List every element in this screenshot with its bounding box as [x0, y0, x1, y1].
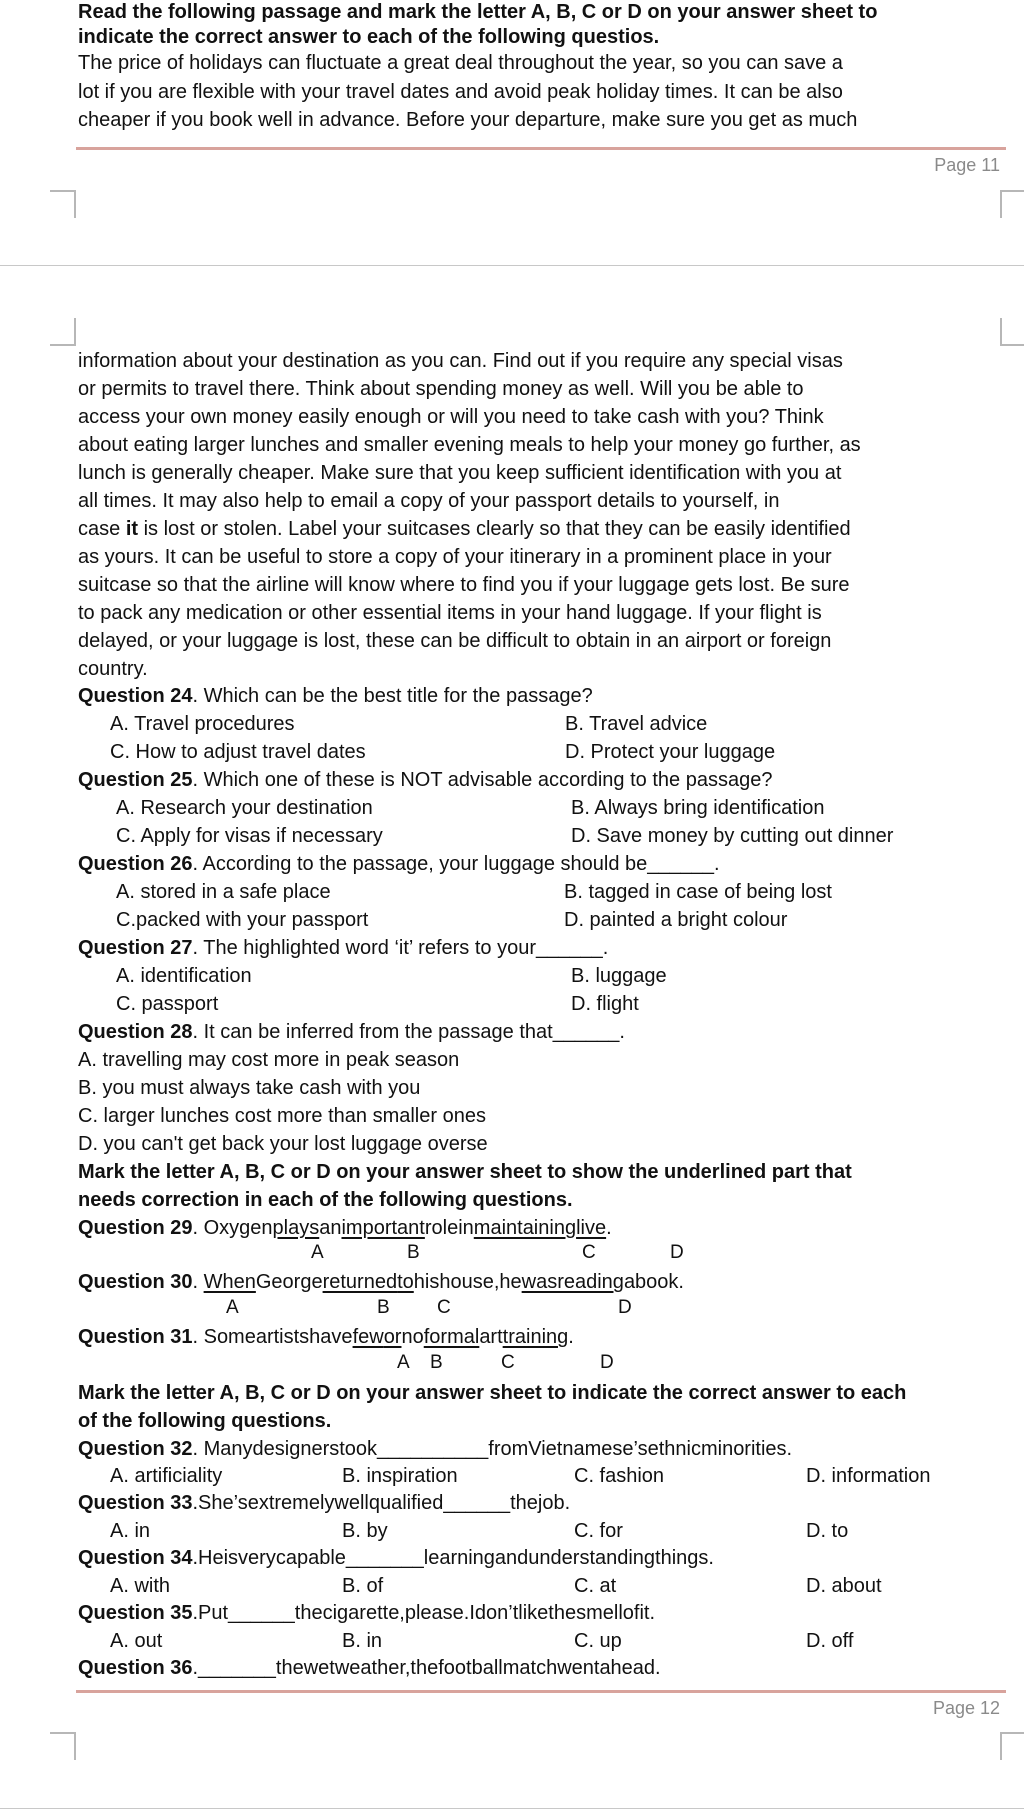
letter-label-a: A: [311, 1242, 324, 1263]
text-span: . Oxygen: [192, 1217, 273, 1239]
letter-label-d: D: [670, 1242, 684, 1263]
question-text: .She’sextremelywellqualified______thejob.: [192, 1492, 571, 1514]
passage-line: all times. It may also help to email a copy of your passport details to yourself, in: [78, 490, 780, 512]
underlined-part-b: returned: [322, 1271, 398, 1293]
option-c: C. fashion: [574, 1465, 665, 1487]
question-text: . According to the passage, your luggage should be______.: [192, 853, 720, 875]
text-span: is lost or stolen. Label your suitcases clearly so that they can be easily identified: [138, 518, 851, 540]
passage-line: lunch is generally cheaper. Make sure that you keep sufficient identification with you at: [78, 462, 842, 484]
underlined-part-d: training: [502, 1326, 569, 1348]
letter-label-d: D: [600, 1352, 614, 1373]
passage-line: The price of holidays can fluctuate a great deal throughout the year, so you can save a: [78, 52, 843, 74]
instruction-line: of the following questions.: [78, 1410, 332, 1432]
option-d: D. off: [806, 1630, 854, 1652]
question-label: Question 26: [78, 853, 193, 875]
question-28: [78, 1020, 625, 1045]
underlined-part-a: When: [203, 1271, 256, 1293]
option-c: C. larger lunches cost more than smaller ones: [78, 1105, 486, 1127]
option-d: D. to: [806, 1520, 849, 1542]
page-number: Page 11: [934, 155, 1000, 175]
passage-line: country.: [78, 658, 148, 680]
question-label: Question 30: [78, 1271, 193, 1293]
question-32: [78, 1437, 792, 1462]
passage-line: access your own money easily enough or will you need to take cash with you? Think: [78, 406, 824, 428]
option-a: A. in: [110, 1520, 151, 1542]
page-corner-mark: [1000, 1732, 1024, 1760]
question-text: .Put______thecigarette,please.Idon’tlikethesmellofit.: [192, 1602, 656, 1624]
question-label: Question 31: [78, 1326, 193, 1348]
question-label: Question 33: [78, 1492, 193, 1514]
question-30: [78, 1270, 684, 1295]
letter-label-c: C: [582, 1242, 596, 1263]
underlined-part-a: few: [352, 1326, 384, 1348]
text-span: case: [78, 518, 126, 540]
question-text: .Heisverycapable_______learningandunderstandingthings.: [192, 1547, 714, 1569]
option-a: A. with: [110, 1575, 171, 1597]
underlined-part-c: to: [397, 1271, 414, 1293]
question-label: Question 25: [78, 769, 193, 791]
option-b: B. Always bring identification: [571, 797, 825, 819]
passage-line: information about your destination as you can. Find out if you require any special visas: [78, 350, 843, 372]
text-span: .: [606, 1217, 612, 1239]
question-25: [78, 768, 772, 793]
letter-label-d: D: [618, 1297, 632, 1318]
option-c: C. at: [574, 1575, 617, 1597]
question-label: Question 32: [78, 1438, 193, 1460]
question-label: Question 24: [78, 685, 193, 707]
option-c: C. How to adjust travel dates: [110, 741, 366, 763]
letter-label-a: A: [397, 1352, 410, 1373]
question-36: [78, 1656, 661, 1681]
passage-line: delayed, or your luggage is lost, these can be difficult to obtain in an airport or foreign: [78, 630, 832, 652]
underlined-part-c: formal: [423, 1326, 480, 1348]
question-26: [78, 852, 720, 877]
question-label: Question 34: [78, 1547, 193, 1569]
option-a: A. artificiality: [110, 1465, 223, 1487]
option-c: C.packed with your passport: [116, 909, 369, 931]
option-d: D. information: [806, 1465, 931, 1487]
page-gap-divider: [0, 265, 1024, 266]
passage-line: as yours. It can be useful to store a copy of your itinerary in a prominent place in your: [78, 546, 832, 568]
text-span: abook.: [623, 1271, 684, 1293]
question-35: [78, 1601, 655, 1626]
question-31: [78, 1325, 574, 1350]
option-a: A. identification: [116, 965, 252, 987]
page-corner-mark: [50, 190, 76, 218]
option-d: D. painted a bright colour: [564, 909, 788, 931]
option-d: D. you can't get back your lost luggage overse: [78, 1133, 488, 1155]
highlighted-word: it: [125, 518, 139, 540]
instruction-line-1: Read the following passage and mark the letter A, B, C or D on your answer sheet to: [78, 1, 878, 23]
question-text: . It can be inferred from the passage that______.: [192, 1021, 625, 1043]
question-33: [78, 1491, 570, 1516]
passage-line: or permits to travel there. Think about spending money as well. Will you be able to: [78, 378, 804, 400]
option-a: A. stored in a safe place: [116, 881, 331, 903]
text-span: . Someartistshave: [192, 1326, 353, 1348]
letter-label-a: A: [226, 1297, 239, 1318]
page-corner-mark: [1000, 318, 1024, 346]
option-a: A. Research your destination: [116, 797, 373, 819]
text-span: .: [192, 1271, 204, 1293]
question-label: Question 29: [78, 1217, 193, 1239]
option-b: B. Travel advice: [565, 713, 708, 735]
instruction-line-2: indicate the correct answer to each of the following questios.: [78, 26, 660, 48]
passage-line: to pack any medication or other essential items in your hand luggage. If your flight is: [78, 602, 822, 624]
letter-label-b: B: [430, 1352, 443, 1373]
option-c: C. for: [574, 1520, 623, 1542]
question-label: Question 36: [78, 1657, 193, 1679]
text-span: no: [401, 1326, 424, 1348]
option-d: D. Protect your luggage: [565, 741, 776, 763]
page-corner-mark: [1000, 190, 1024, 218]
question-34: [78, 1546, 714, 1571]
question-label: Question 35: [78, 1602, 193, 1624]
option-a: A. out: [110, 1630, 163, 1652]
underlined-part-b: important: [341, 1217, 425, 1239]
letter-label-c: C: [437, 1297, 451, 1318]
underlined-part-d: wasreading: [521, 1271, 624, 1293]
passage-line: cheaper if you book well in advance. Before your departure, make sure you get as much: [78, 109, 858, 131]
text-span: .: [568, 1326, 574, 1348]
letter-label-c: C: [501, 1352, 515, 1373]
underlined-part-b: or: [383, 1326, 402, 1348]
page-gap-divider: [0, 1808, 1024, 1809]
question-text: . Which one of these is NOT advisable according to the passage?: [192, 769, 773, 791]
option-b: B. you must always take cash with you: [78, 1077, 421, 1099]
text-span: hishouse,he: [413, 1271, 522, 1293]
page-corner-mark: [50, 1732, 76, 1760]
question-27: [78, 936, 608, 961]
question-label: Question 27: [78, 937, 193, 959]
page-number: Page 12: [932, 1698, 1000, 1718]
instruction-line: needs correction in each of the following questions.: [78, 1189, 573, 1211]
option-c: C. Apply for visas if necessary: [116, 825, 383, 847]
question-label: Question 28: [78, 1021, 193, 1043]
option-a: A. travelling may cost more in peak season: [78, 1049, 460, 1071]
underlined-part-d: live: [576, 1217, 607, 1239]
question-text: . Manydesignerstook__________fromVietnamese’sethnicminorities.: [192, 1438, 793, 1460]
page-separator: [76, 147, 1006, 150]
option-b: B. inspiration: [342, 1465, 458, 1487]
option-b: B. by: [342, 1520, 388, 1542]
option-b: B. tagged in case of being lost: [564, 881, 832, 903]
option-b: B. luggage: [571, 965, 667, 987]
option-d: D. flight: [571, 993, 639, 1015]
instruction-line: Mark the letter A, B, C or D on your answer sheet to indicate the correct answer to each: [78, 1382, 907, 1404]
instruction-line: Mark the letter A, B, C or D on your answer sheet to show the underlined part that: [78, 1161, 852, 1183]
underlined-part-c: maintaining: [473, 1217, 577, 1239]
passage-line: about eating larger lunches and smaller evening meals to help your money go further, as: [78, 434, 861, 456]
question-text: ._______thewetweather,thefootballmatchwentahead.: [192, 1657, 661, 1679]
option-a: A. Travel procedures: [110, 713, 295, 735]
question-text: . Which can be the best title for the passage?: [192, 685, 593, 707]
underlined-part-a: plays: [272, 1217, 320, 1239]
option-d: D. Save money by cutting out dinner: [571, 825, 894, 847]
question-29: [78, 1216, 612, 1241]
option-d: D. about: [806, 1575, 882, 1597]
option-c: C. passport: [116, 993, 219, 1015]
option-b: B. of: [342, 1575, 384, 1597]
passage-line: suitcase so that the airline will know where to find you if your luggage gets lost. Be sure: [78, 574, 850, 596]
text-span: an: [319, 1217, 342, 1239]
option-c: C. up: [574, 1630, 622, 1652]
letter-label-b: B: [407, 1242, 420, 1263]
passage-line: lot if you are flexible with your travel dates and avoid peak holiday times. It can be also: [78, 81, 843, 103]
option-b: B. in: [342, 1630, 383, 1652]
question-24: [78, 684, 593, 709]
passage-line-highlight: [78, 517, 851, 542]
page-separator: [76, 1690, 1006, 1693]
page-corner-mark: [50, 318, 76, 346]
text-span: art: [479, 1326, 503, 1348]
letter-label-b: B: [377, 1297, 390, 1318]
text-span: rolein: [424, 1217, 474, 1239]
text-span: George: [255, 1271, 323, 1293]
question-text: . The highlighted word ‘it’ refers to your______.: [192, 937, 609, 959]
